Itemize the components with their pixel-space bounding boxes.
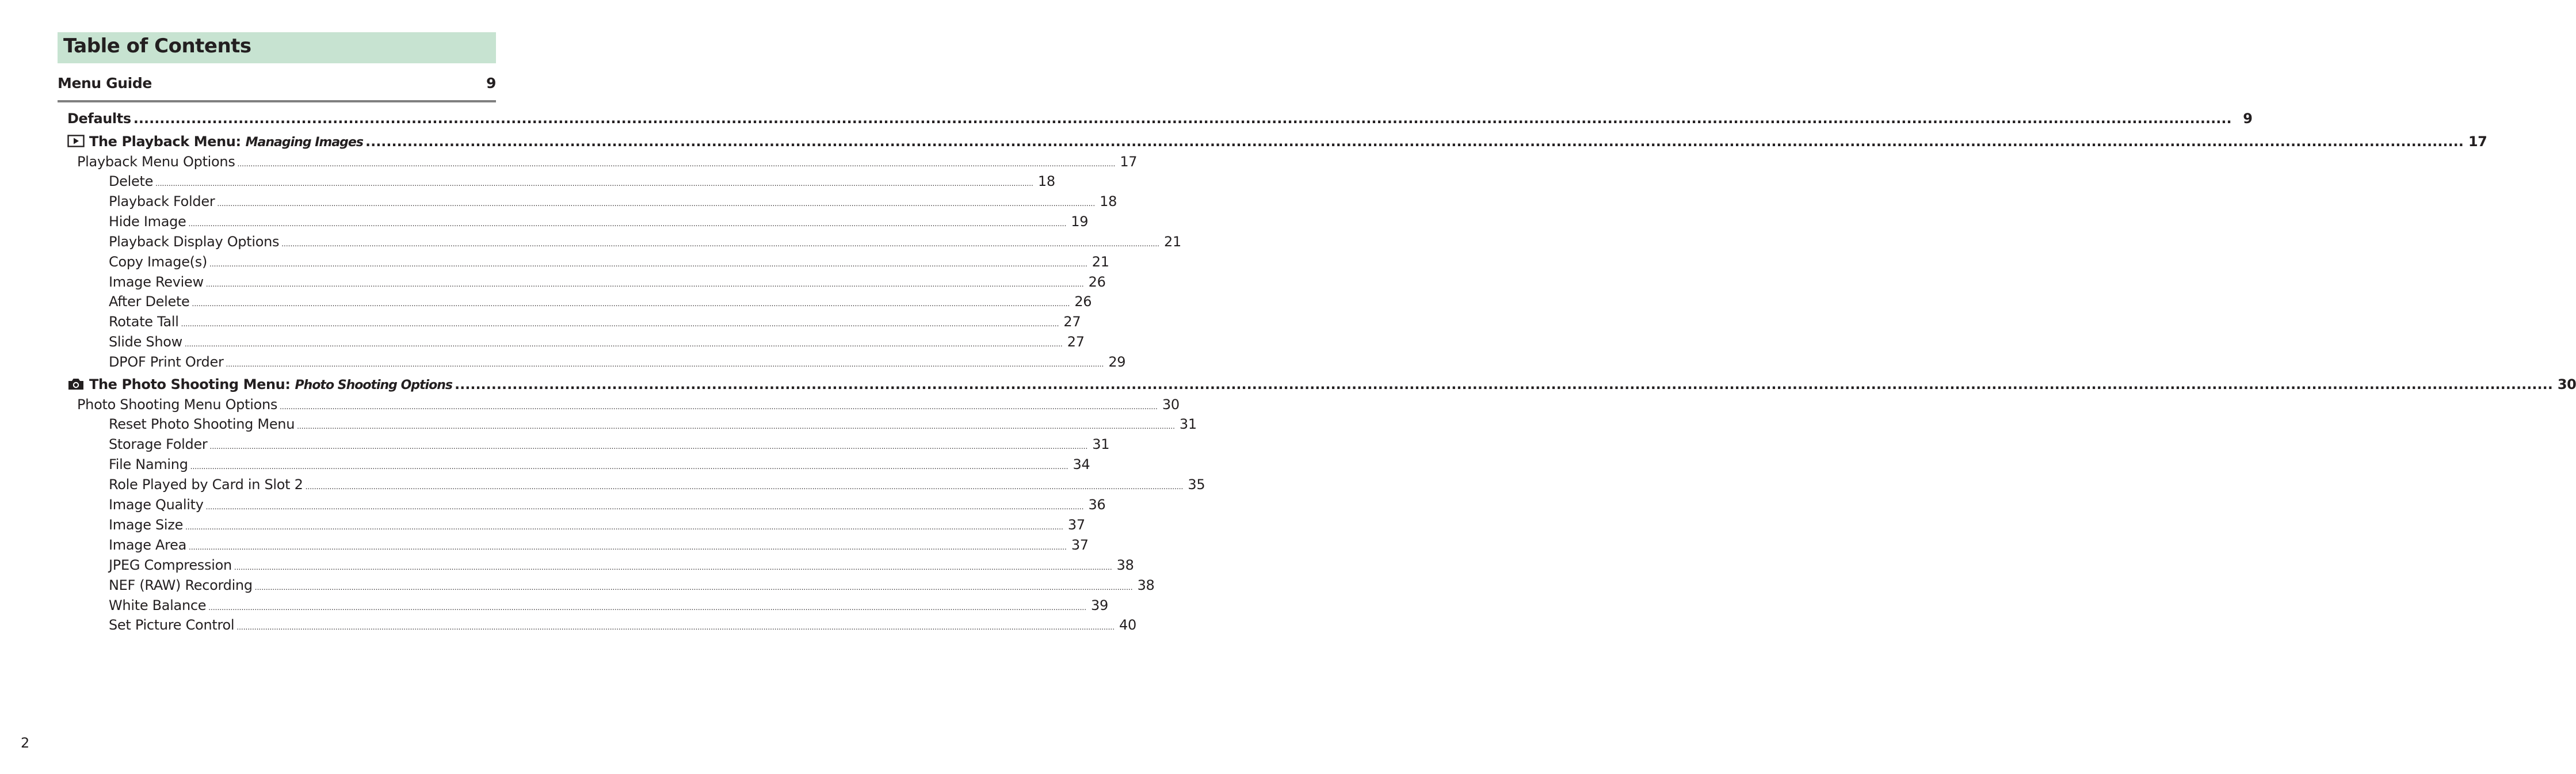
toc-entry-playback-menu[interactable] [67,132,2487,151]
dot-leader: ................................................................................................................................................................................................................................................................................................................................................................................................................ [454,376,2553,392]
toc-entry-label [67,375,452,395]
playback-icon [67,134,85,152]
toc-entry-hide-image[interactable] [109,212,1089,231]
dot-leader: ................................................................................................................................................................................................................................................................................................................................................................................................................ [133,110,2232,127]
dot-leader: ................................................................................................................................................................................................................................................................................................................................................................................................................ [226,360,1104,368]
dot-leader: ................................................................................................................................................................................................................................................................................................................................................................................................................ [254,584,1133,592]
toc-entry-page: 38 [1116,557,1134,573]
toc-entry-label [109,232,279,251]
toc-entry-text: Image Size [109,517,184,533]
toc-entry-label [109,435,208,453]
toc-entry-text: Image Quality [109,497,204,513]
toc-entry-page: 40 [1119,617,1136,633]
toc-entry-reset-photo[interactable] [109,415,1197,433]
toc-entry-playback-display[interactable] [109,232,1181,251]
toc-entry-text: Playback Display Options [109,234,280,250]
toc-entry-after-delete[interactable] [109,292,1092,311]
toc-entry-page: 37 [1071,537,1089,553]
toc-entry-file-naming[interactable] [109,455,1090,474]
toc-entry-text: Storage Folder [109,436,208,452]
section-divider [58,100,496,102]
toc-entry-playback-options[interactable] [77,152,1138,171]
toc-entry-text: Image Review [109,274,204,290]
toc-entry-page: 18 [1037,173,1055,189]
toc-entry-label [109,596,206,615]
toc-entry-page: 35 [1188,476,1205,493]
toc-entry-nef-raw[interactable] [109,576,1155,594]
dot-leader: ................................................................................................................................................................................................................................................................................................................................................................................................................ [236,623,1115,631]
toc-entry-text: White Balance [109,597,207,613]
toc-entry-label [77,152,235,171]
toc-entry-page: 9 [2243,110,2253,127]
toc-entry-page: 27 [1063,314,1081,330]
toc-entry-label [67,109,131,128]
toc-entry-page: 38 [1137,577,1155,593]
section-heading-label: Menu Guide [58,75,152,91]
toc-entry-page: 26 [1074,293,1092,310]
toc-entry-text: Playback Folder [109,193,215,209]
toc-entry-defaults[interactable] [67,109,2253,128]
dot-leader: ................................................................................................................................................................................................................................................................................................................................................................................................................ [237,160,1116,168]
toc-entry-rotate-tall[interactable] [109,312,1081,331]
dot-leader: ................................................................................................................................................................................................................................................................................................................................................................................................................ [297,422,1175,430]
toc-entry-page: 30 [1162,396,1180,413]
toc-entry-jpeg-compression[interactable] [109,556,1134,574]
toc-entry-page: 26 [1088,274,1106,290]
toc-entry-page: 31 [1092,436,1110,452]
toc-entry-label [109,292,190,311]
toc-entry-label [109,616,234,634]
toc-entry-playback-folder[interactable] [109,192,1117,211]
toc-entry-page: 39 [1091,597,1108,613]
toc-entry-text: After Delete [109,293,190,310]
toc-entry-label [109,192,215,211]
toc-entry-text: Copy Image(s) [109,254,208,270]
toc-entry-label [109,556,232,574]
toc-entry-label [109,333,182,351]
toc-entry-page: 18 [1100,193,1117,209]
toc-entry-label [109,273,204,291]
dot-leader: ................................................................................................................................................................................................................................................................................................................................................................................................................ [209,443,1088,451]
toc-entry-image-size[interactable] [109,516,1085,534]
toc-entry-text: Delete [109,173,154,189]
toc-entry-label [109,536,186,554]
toc-entry-text: Role Played by Card in Slot 2 [109,476,303,493]
toc-entry-text: The Photo Shooting Menu: [89,376,295,392]
toc-entry-page: 37 [1067,517,1085,533]
dot-leader: ................................................................................................................................................................................................................................................................................................................................................................................................................ [189,543,1067,551]
toc-entry-label [109,576,253,594]
toc-entry-role-slot2[interactable] [109,475,1205,494]
camera-icon [67,376,85,395]
toc-entry-page: 17 [1120,154,1138,170]
toc-entry-delete[interactable] [109,172,1055,190]
toc-entry-photo-menu[interactable] [67,375,2576,394]
page-number: 2 [21,735,30,751]
toc-entry-label [77,395,277,414]
toc-entry-label [109,353,224,371]
toc-entry-text: Photo Shooting Menu Options [77,396,278,413]
page-title: Table of Contents [63,35,251,58]
toc-entry-image-review[interactable] [109,273,1106,291]
dot-leader: ................................................................................................................................................................................................................................................................................................................................................................................................................ [234,563,1112,571]
dot-leader: ................................................................................................................................................................................................................................................................................................................................................................................................................ [280,403,1158,411]
section-heading-page: 9 [486,75,496,91]
dot-leader: ................................................................................................................................................................................................................................................................................................................................................................................................................ [185,523,1063,531]
dot-leader: ................................................................................................................................................................................................................................................................................................................................................................................................................ [188,220,1067,228]
dot-leader: ................................................................................................................................................................................................................................................................................................................................................................................................................ [217,200,1096,208]
dot-leader: ................................................................................................................................................................................................................................................................................................................................................................................................................ [365,134,2464,150]
toc-entry-page: 31 [1179,416,1197,432]
toc-entry-white-balance[interactable] [109,596,1108,615]
toc-entry-text: File Naming [109,456,188,472]
toc-entry-label [67,132,363,152]
toc-entry-set-picture-control[interactable] [109,616,1136,634]
toc-entry-page: 17 [2468,134,2487,150]
toc-entry-text: Hide Image [109,213,186,230]
section-heading[interactable] [58,75,496,94]
toc-entry-page: 36 [1088,497,1106,513]
toc-entry-label [109,475,303,494]
dot-leader: ................................................................................................................................................................................................................................................................................................................................................................................................................ [281,240,1159,248]
toc-entry-image-quality[interactable] [109,495,1106,514]
toc-entry-page: 29 [1108,354,1126,370]
toc-entry-text: Reset Photo Shooting Menu [109,416,295,432]
toc-entry-text: Slide Show [109,334,182,350]
toc-entry-text: Image Area [109,537,187,553]
toc-entry-image-area[interactable] [109,536,1089,554]
dot-leader: ................................................................................................................................................................................................................................................................................................................................................................................................................ [205,280,1084,288]
dot-leader: ................................................................................................................................................................................................................................................................................................................................................................................................................ [208,604,1087,612]
toc-entry-text: Defaults [67,110,131,127]
toc-entry-text: Set Picture Control [109,617,235,633]
toc-entry-page: 21 [1164,234,1181,250]
toc-entry-subtitle: Photo Shooting Options [295,378,452,392]
toc-entry-text: NEF (RAW) Recording [109,577,253,593]
toc-entry-label [109,455,188,474]
toc-entry-subtitle: Managing Images [245,135,363,150]
toc-entry-text: The Playback Menu: [89,134,246,150]
toc-entry-page: 34 [1073,456,1090,472]
toc-entry-page: 21 [1092,254,1109,270]
toc-entry-copy-images[interactable] [109,253,1109,271]
toc-entry-label [109,253,207,271]
toc-entry-photo-options[interactable] [77,395,1180,414]
dot-leader: ................................................................................................................................................................................................................................................................................................................................................................................................................ [209,260,1087,268]
toc-entry-text: Playback Menu Options [77,154,235,170]
toc-entry-text: Rotate Tall [109,314,179,330]
toc-entry-page: 27 [1067,334,1085,350]
dot-leader: ................................................................................................................................................................................................................................................................................................................................................................................................................ [305,483,1184,491]
title-bar [58,32,496,63]
dot-leader: ................................................................................................................................................................................................................................................................................................................................................................................................................ [181,320,1059,328]
toc-entry-slide-show[interactable] [109,333,1085,351]
toc-entry-dpof[interactable] [109,353,1126,371]
dot-leader: ................................................................................................................................................................................................................................................................................................................................................................................................................ [190,463,1068,471]
toc-entry-page: 30 [2557,376,2576,392]
toc-entry-label [109,516,183,534]
toc-entry-label [109,415,295,433]
toc-entry-text: JPEG Compression [109,557,232,573]
dot-leader: ................................................................................................................................................................................................................................................................................................................................................................................................................ [155,180,1033,188]
toc-entry-page: 19 [1071,213,1089,230]
toc-entry-text: DPOF Print Order [109,354,224,370]
toc-entry-label [109,172,153,190]
dot-leader: ................................................................................................................................................................................................................................................................................................................................................................................................................ [192,300,1070,308]
toc-entry-storage-folder[interactable] [109,435,1110,453]
toc-entry-label [109,312,179,331]
dot-leader: ................................................................................................................................................................................................................................................................................................................................................................................................................ [205,503,1084,511]
dot-leader: ................................................................................................................................................................................................................................................................................................................................................................................................................ [184,340,1063,348]
toc-entry-label [109,212,186,231]
toc-entry-label [109,495,204,514]
